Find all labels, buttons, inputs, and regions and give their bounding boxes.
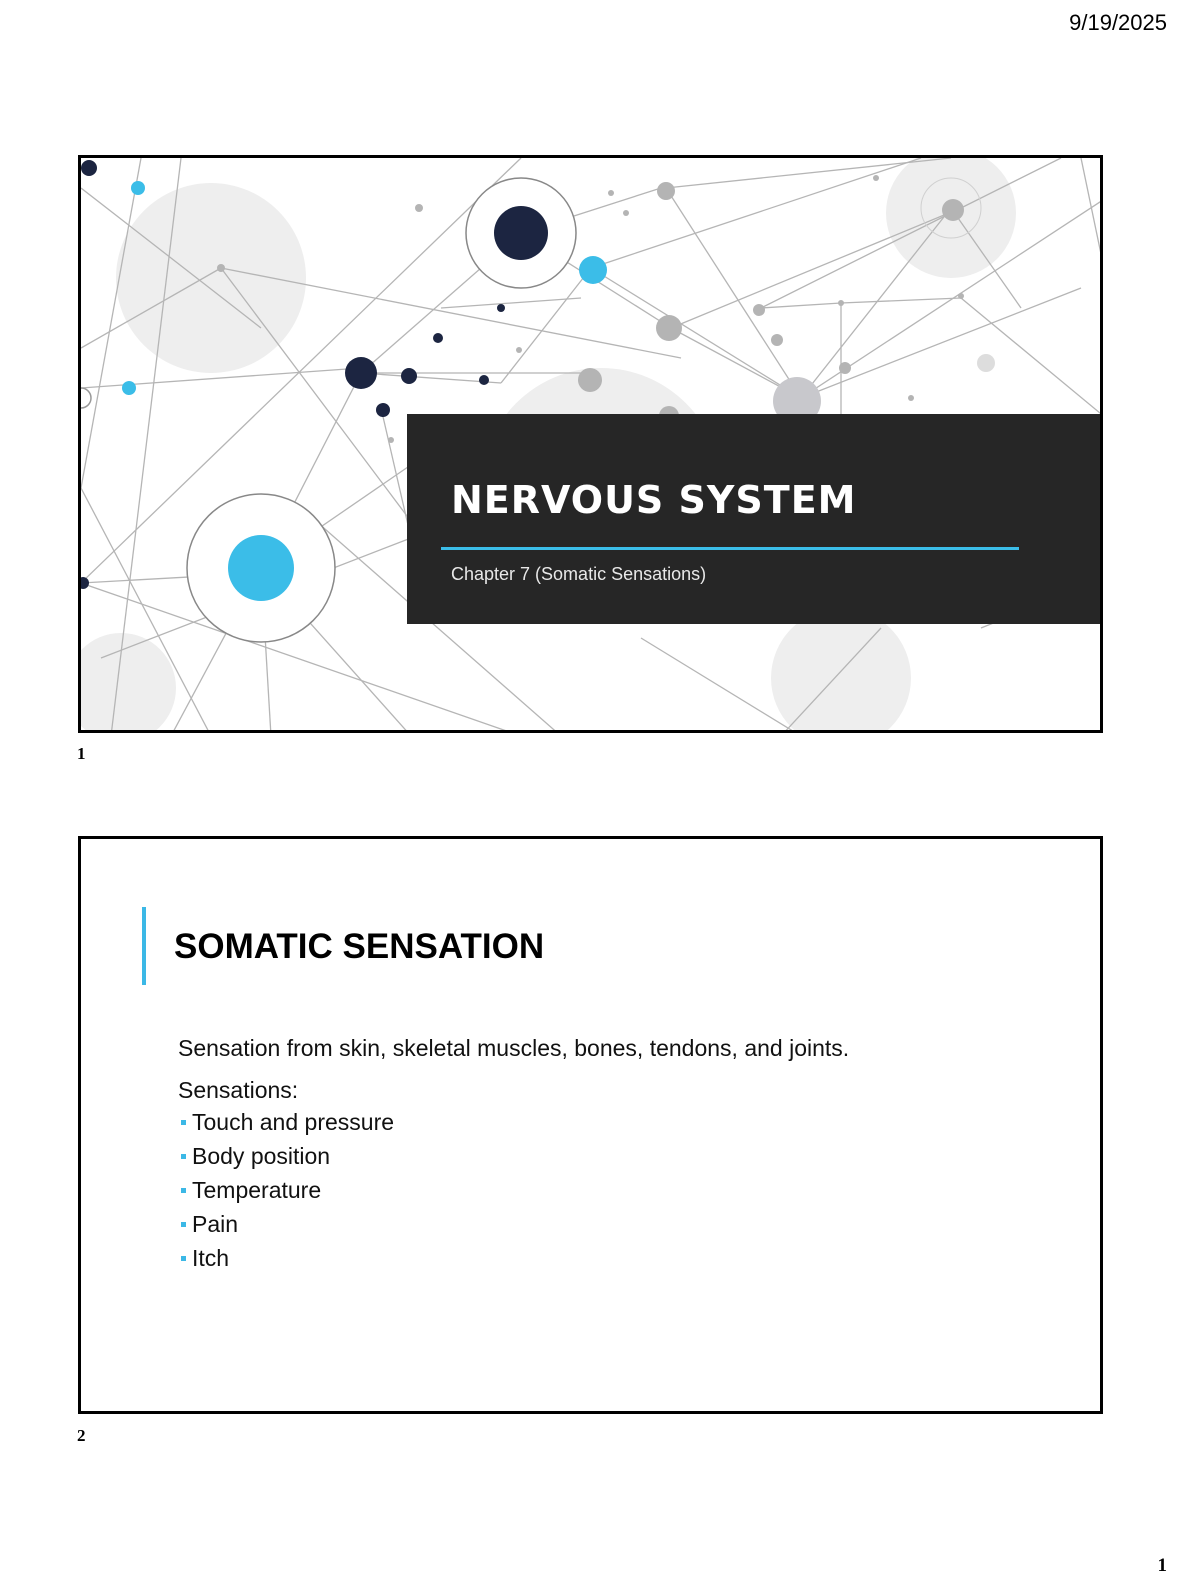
slide-2-content [78,836,1103,1414]
bullet-icon [181,1222,186,1227]
list-item: Temperature [178,1173,849,1207]
list-item: Body position [178,1139,849,1173]
print-date: 9/19/2025 [1069,10,1167,35]
list-item: Itch [178,1241,849,1275]
list-item: Touch and pressure [178,1105,849,1139]
bullet-icon [181,1188,186,1193]
bullet-icon [181,1256,186,1261]
slide-1-title [78,155,1103,733]
bullet-icon [181,1154,186,1159]
body-intro: Sensation from skin, skeletal muscles, bones, tendons, and joints. [178,1035,850,1061]
slide-title: NERVOUS SYSTEM [451,478,857,522]
list-heading: Sensations: [178,1077,299,1103]
slide-subtitle: Chapter 7 (Somatic Sensations) [451,564,707,584]
title-underline [441,547,1019,550]
list-item: Pain [178,1207,849,1241]
slide-number-1: 1 [77,744,86,763]
slide-body [178,1033,849,1275]
title-panel [407,414,1103,624]
title-accent-bar [142,907,146,985]
page-number: 1 [1157,1555,1167,1576]
slide-number-2: 2 [77,1426,86,1445]
bullet-icon [181,1120,186,1125]
slide-title: SOMATIC SENSATION [174,927,545,966]
sensation-list [178,1105,849,1275]
